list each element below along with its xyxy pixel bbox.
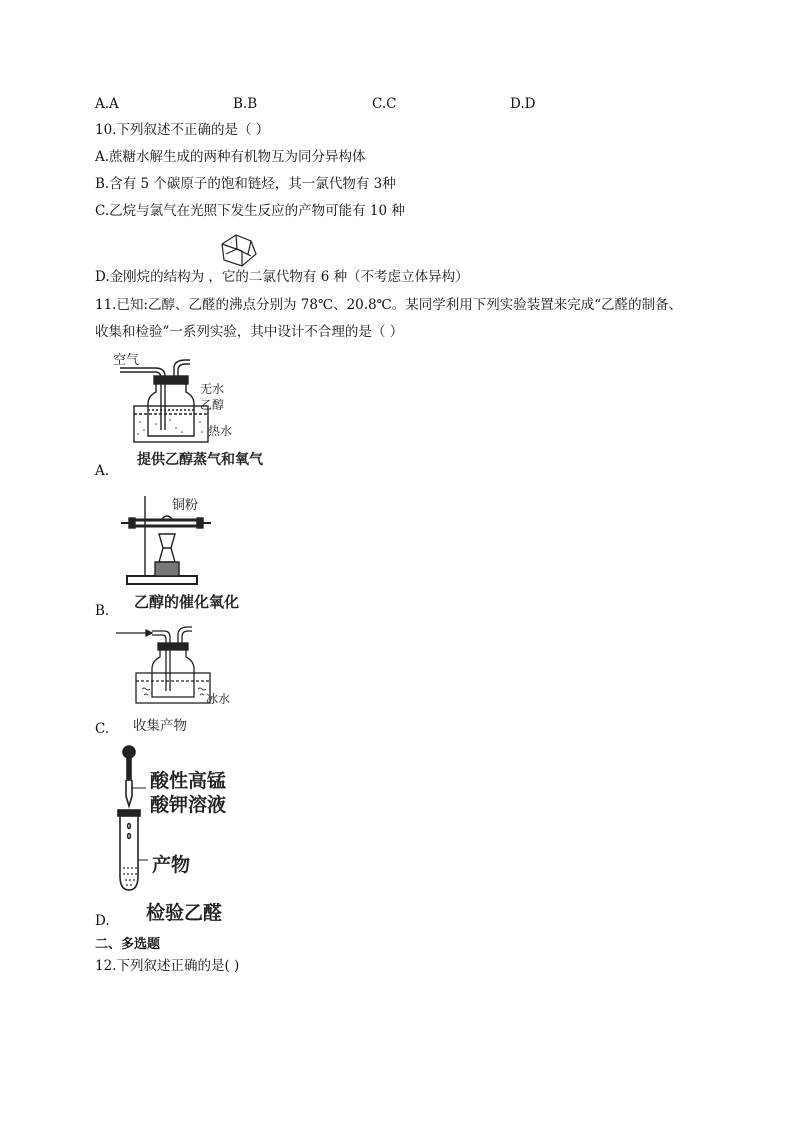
q11-option-a-letter: A. <box>95 463 110 479</box>
q9-option-b: B.B <box>233 96 258 112</box>
label-copper-powder: 铜粉 <box>172 498 199 513</box>
section-heading: 二、多选题 <box>95 937 161 952</box>
q11-option-b-letter: B. <box>95 603 110 619</box>
q11-option-c-letter: C. <box>95 721 110 737</box>
label-reagent-line1: 酸性高锰 <box>150 770 227 792</box>
q9-option-c: C.C <box>372 96 397 112</box>
q9-option-d: D.D <box>510 96 536 112</box>
q9-option-a: A.A <box>95 96 119 112</box>
q11-option-d-letter: D. <box>95 913 110 929</box>
q11-stem-line1: 11.已知:乙醇、乙醛的沸点分别为 78℃、20.8℃。某同学利用下列实验装置来完成“乙醛的制备、 <box>95 297 683 313</box>
adamantane-structure-icon <box>218 232 260 272</box>
q10-option-b: B.含有 5 个碳原子的饱和链烃，其一氯代物有 3种 <box>95 176 396 192</box>
caption-b: 乙醇的催化氧化 <box>134 593 240 611</box>
label-product: 产物 <box>152 854 191 876</box>
q10-option-a: A.蔗糖水解生成的两种有机物互为同分异构体 <box>95 149 366 165</box>
label-anhydrous: 无水 <box>200 382 225 396</box>
q10-stem: 10.下列叙述不正确的是（ ） <box>95 122 270 138</box>
catalytic-oxidation-tube-diagram <box>115 492 225 587</box>
label-ice-water: 冰水 <box>206 692 231 706</box>
q10-option-c: C.乙烷与氯气在光照下发生反应的产物可能有 10 种 <box>95 203 405 219</box>
q11-stem-line2: 收集和检验”一系列实验，其中设计不合理的是（ ） <box>95 324 404 340</box>
label-reagent-line2: 酸钾溶液 <box>150 794 227 816</box>
caption-c: 收集产物 <box>133 718 187 734</box>
label-ethanol: 乙醇 <box>200 398 225 412</box>
q10-option-d: D.金刚烷的结构为 ，它的二氯代物有 6 种（不考虑立体异构） <box>95 269 469 285</box>
label-hot-water: 热水 <box>208 424 233 438</box>
caption-d: 检验乙醛 <box>146 902 223 924</box>
label-air: 空气 <box>113 353 140 368</box>
caption-a: 提供乙醇蒸气和氧气 <box>137 452 263 468</box>
q12-stem: 12.下列叙述正确的是( ) <box>95 958 240 974</box>
